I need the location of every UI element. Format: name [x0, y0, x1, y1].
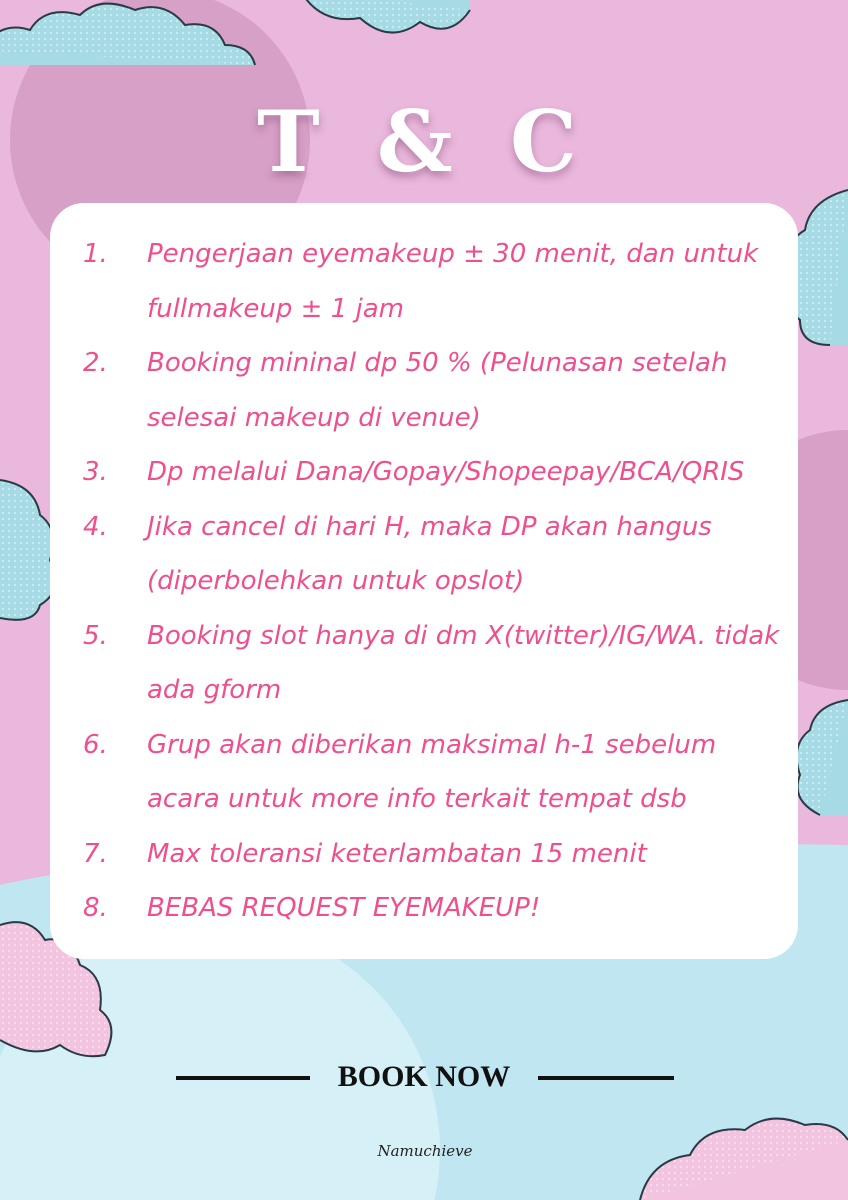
term-number: 8.: [83, 893, 108, 923]
term-number: 6.: [83, 729, 108, 760]
term-item-1: [83, 227, 783, 336]
term-item-6: [83, 718, 783, 827]
term-number: 7.: [83, 838, 108, 869]
term-item-4: [83, 500, 783, 609]
terms-list: [83, 227, 783, 936]
term-text: Booking mininal dp 50 % (Pelunasan setelah selesai makeup di venue): [147, 348, 728, 433]
term-item-7: [83, 827, 783, 882]
term-number: 5.: [83, 620, 108, 651]
page-title: T & C: [257, 92, 591, 191]
divider-line-left: [176, 1076, 310, 1080]
term-item-8: [83, 881, 783, 936]
term-item-2: [83, 336, 783, 445]
term-text: Dp melalui Dana/Gopay/Shopeepay/BCA/QRIS: [147, 457, 745, 487]
term-item-3: [83, 445, 783, 500]
book-now-row: [0, 1055, 848, 1099]
signature-logo: Namuchieve: [377, 1142, 473, 1160]
term-number: 4.: [83, 511, 108, 542]
term-text: Booking slot hanya di dm X(twitter)/IG/WA. tidak ada gform: [147, 620, 780, 705]
term-number: 2.: [83, 348, 108, 378]
term-text: Grup akan diberikan maksimal h-1 sebelum acara untuk more info terkait tempat dsb: [147, 729, 717, 814]
term-text: BEBAS REQUEST EYEMAKEUP!: [147, 893, 541, 923]
term-text: Pengerjaan eyemakeup ± 30 menit, dan untuk fullmakeup ± 1 jam: [147, 239, 759, 324]
term-item-5: [83, 609, 783, 718]
term-text: Jika cancel di hari H, maka DP akan hangus (diperbolehkan untuk opslot): [147, 511, 712, 596]
term-number: 1.: [83, 239, 108, 269]
term-number: 3.: [83, 457, 108, 487]
term-text: Max toleransi keterlambatan 15 menit: [147, 838, 647, 869]
divider-line-right: [538, 1076, 674, 1080]
book-now-label: BOOK NOW: [337, 1060, 511, 1093]
terms-card: [50, 203, 798, 959]
